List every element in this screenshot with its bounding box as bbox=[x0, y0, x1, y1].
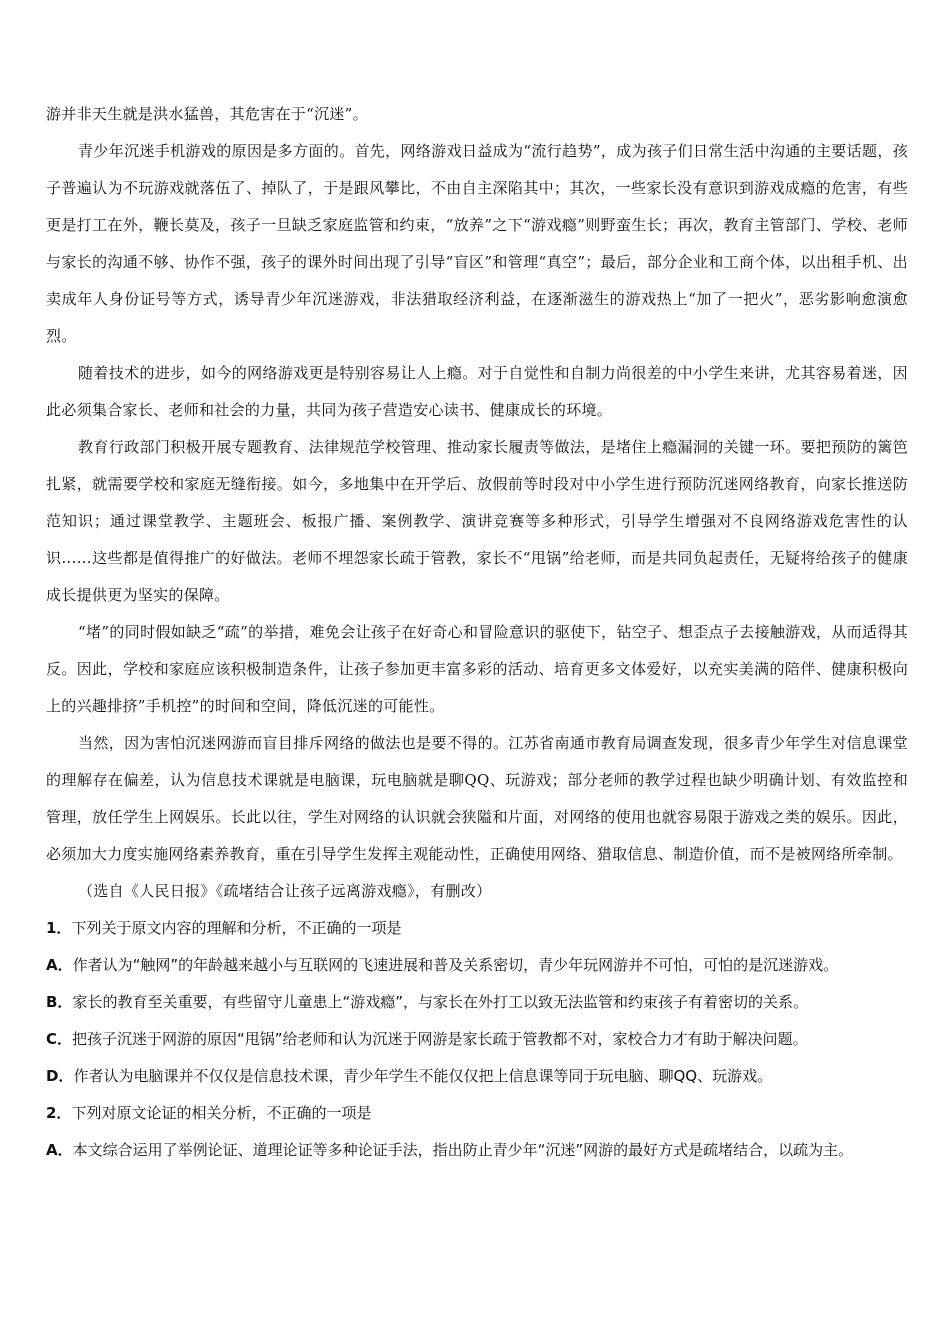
option-text: 作者认为“触网”的年龄越来越小与互联网的飞速进展和普及关系密切，青少年玩网游并不可怕，可怕的是沉迷游戏。 bbox=[72, 956, 839, 974]
option-label: D． bbox=[46, 1067, 74, 1085]
question-1-option-d bbox=[46, 1058, 908, 1095]
option-label: A． bbox=[46, 956, 73, 974]
question-1-stem bbox=[46, 910, 908, 947]
question-1-number: 1． bbox=[46, 919, 72, 937]
question-1-option-b bbox=[46, 984, 908, 1021]
option-text: 本文综合运用了举例论证、道理论证等多种论证手法，指出防止青少年“沉迷”网游的最好方式是疏堵结合，以疏为主。 bbox=[72, 1141, 854, 1159]
question-2-number: 2． bbox=[46, 1104, 72, 1122]
question-2-option-a bbox=[46, 1132, 908, 1169]
option-text: 把孩子沉迷于网游的原因“甩锅”给老师和认为沉迷于网游是家长疏于管教都不对，家校合力才有助于解决问题。 bbox=[72, 1030, 808, 1048]
option-label: C． bbox=[46, 1030, 73, 1048]
question-1-text: 下列关于原文内容的理解和分析，不正确的一项是 bbox=[71, 919, 402, 937]
question-2-text: 下列对原文论证的相关分析，不正确的一项是 bbox=[71, 1104, 372, 1122]
question-1-option-c bbox=[46, 1021, 908, 1058]
passage-paragraph-3: 随着技术的进步，如今的网络游戏更是特别容易让人上瘾。对于自觉性和自制力尚很差的中小学生来讲，尤其容易着迷，因此必须集合家长、老师和社会的力量，共同为孩子营造安心读书、健康成长的环境。 bbox=[46, 364, 908, 419]
option-label: A． bbox=[46, 1141, 73, 1159]
passage-paragraph-1: 游并非天生就是洪水猛兽，其危害在于“沉迷”。 bbox=[46, 105, 368, 123]
passage-paragraph-2: 青少年沉迷手机游戏的原因是多方面的。首先，网络游戏日益成为“流行趋势”，成为孩子们日常生活中沟通的主要话题，孩子普遍认为不玩游戏就落伍了、掉队了，于是跟风攀比，不由自主深陷其中；其次，一些家长没有意识到游戏成瘾的危害，有些更是打工在外，鞭长莫及，孩子一旦缺乏家庭监管和约束，“放养”之下“游戏瘾”则野蛮生长；再次，教育主管部门、学校、老师与家长的沟通不够、协作不强，孩子的课外时间出现了引导“盲区”和管理“真空”；最后，部分企业和工商个体，以出租手机、出卖成年人身份证号等方式，诱导青少年沉迷游戏，非法猎取经济利益，在逐渐滋生的游戏热上“加了一把火”，恶劣影响愈演愈烈。 bbox=[46, 142, 908, 345]
passage-paragraph-4: 教育行政部门积极开展专题教育、法律规范学校管理、推动家长履责等做法，是堵住上瘾漏洞的关键一环。要把预防的篱笆扎紧，就需要学校和家庭无缝衔接。如今，多地集中在开学后、放假前等时段对中小学生进行预防沉迷网络教育，向家长推送防范知识；通过课堂教学、主题班会、板报广播、案例教学、演讲竞赛等多种形式，引导学生增强对不良网络游戏危害性的认识……这些都是值得推广的好做法。老师不埋怨家长疏于管教，家长不“甩锅”给老师，而是共同负起责任，无疑将给孩子的健康成长提供更为坚实的保障。 bbox=[46, 438, 908, 604]
passage-paragraph-6: 当然，因为害怕沉迷网游而盲目排斥网络的做法也是要不得的。江苏省南通市教育局调查发现，很多青少年学生对信息课堂的理解存在偏差，认为信息技术课就是电脑课，玩电脑就是聊QQ、玩游戏；部分老师的教学过程也缺少明确计划、有效监控和管理，放任学生上网娱乐。长此以往，学生对网络的认识就会狭隘和片面，对网络的使用也就容易限于游戏之类的娱乐。因此，必须加大力度实施网络素养教育，重在引导学生发挥主观能动性，正确使用网络、猎取信息、制造价值，而不是被网络所牵制。 bbox=[46, 734, 908, 863]
question-2-stem bbox=[46, 1095, 908, 1132]
option-label: B． bbox=[46, 993, 73, 1011]
question-1-option-a bbox=[46, 947, 908, 984]
document-page bbox=[46, 96, 908, 1169]
question-2 bbox=[46, 1095, 908, 1169]
option-text: 作者认为电脑课并不仅仅是信息技术课，青少年学生不能仅仅把上信息课等同于玩电脑、聊QQ、玩游戏。 bbox=[73, 1067, 773, 1085]
option-text: 家长的教育至关重要，有些留守儿童患上“游戏瘾”，与家长在外打工以致无法监管和约束孩子有着密切的关系。 bbox=[72, 993, 808, 1011]
question-1 bbox=[46, 910, 908, 1095]
passage-paragraph-5: “堵”的同时假如缺乏“疏”的举措，难免会让孩子在好奇心和冒险意识的驱使下，钻空子、想歪点子去接触游戏，从而适得其反。因此，学校和家庭应该积极制造条件，让孩子参加更丰富多彩的活动、培育更多文体爱好，以充实美满的陪伴、健康积极向上的兴趣排挤”手机控”的时间和空间，降低沉迷的可能性。 bbox=[46, 623, 908, 715]
passage-source: （选自《人民日报》《疏堵结合让孩子远离游戏瘾》，有删改） bbox=[78, 882, 492, 900]
